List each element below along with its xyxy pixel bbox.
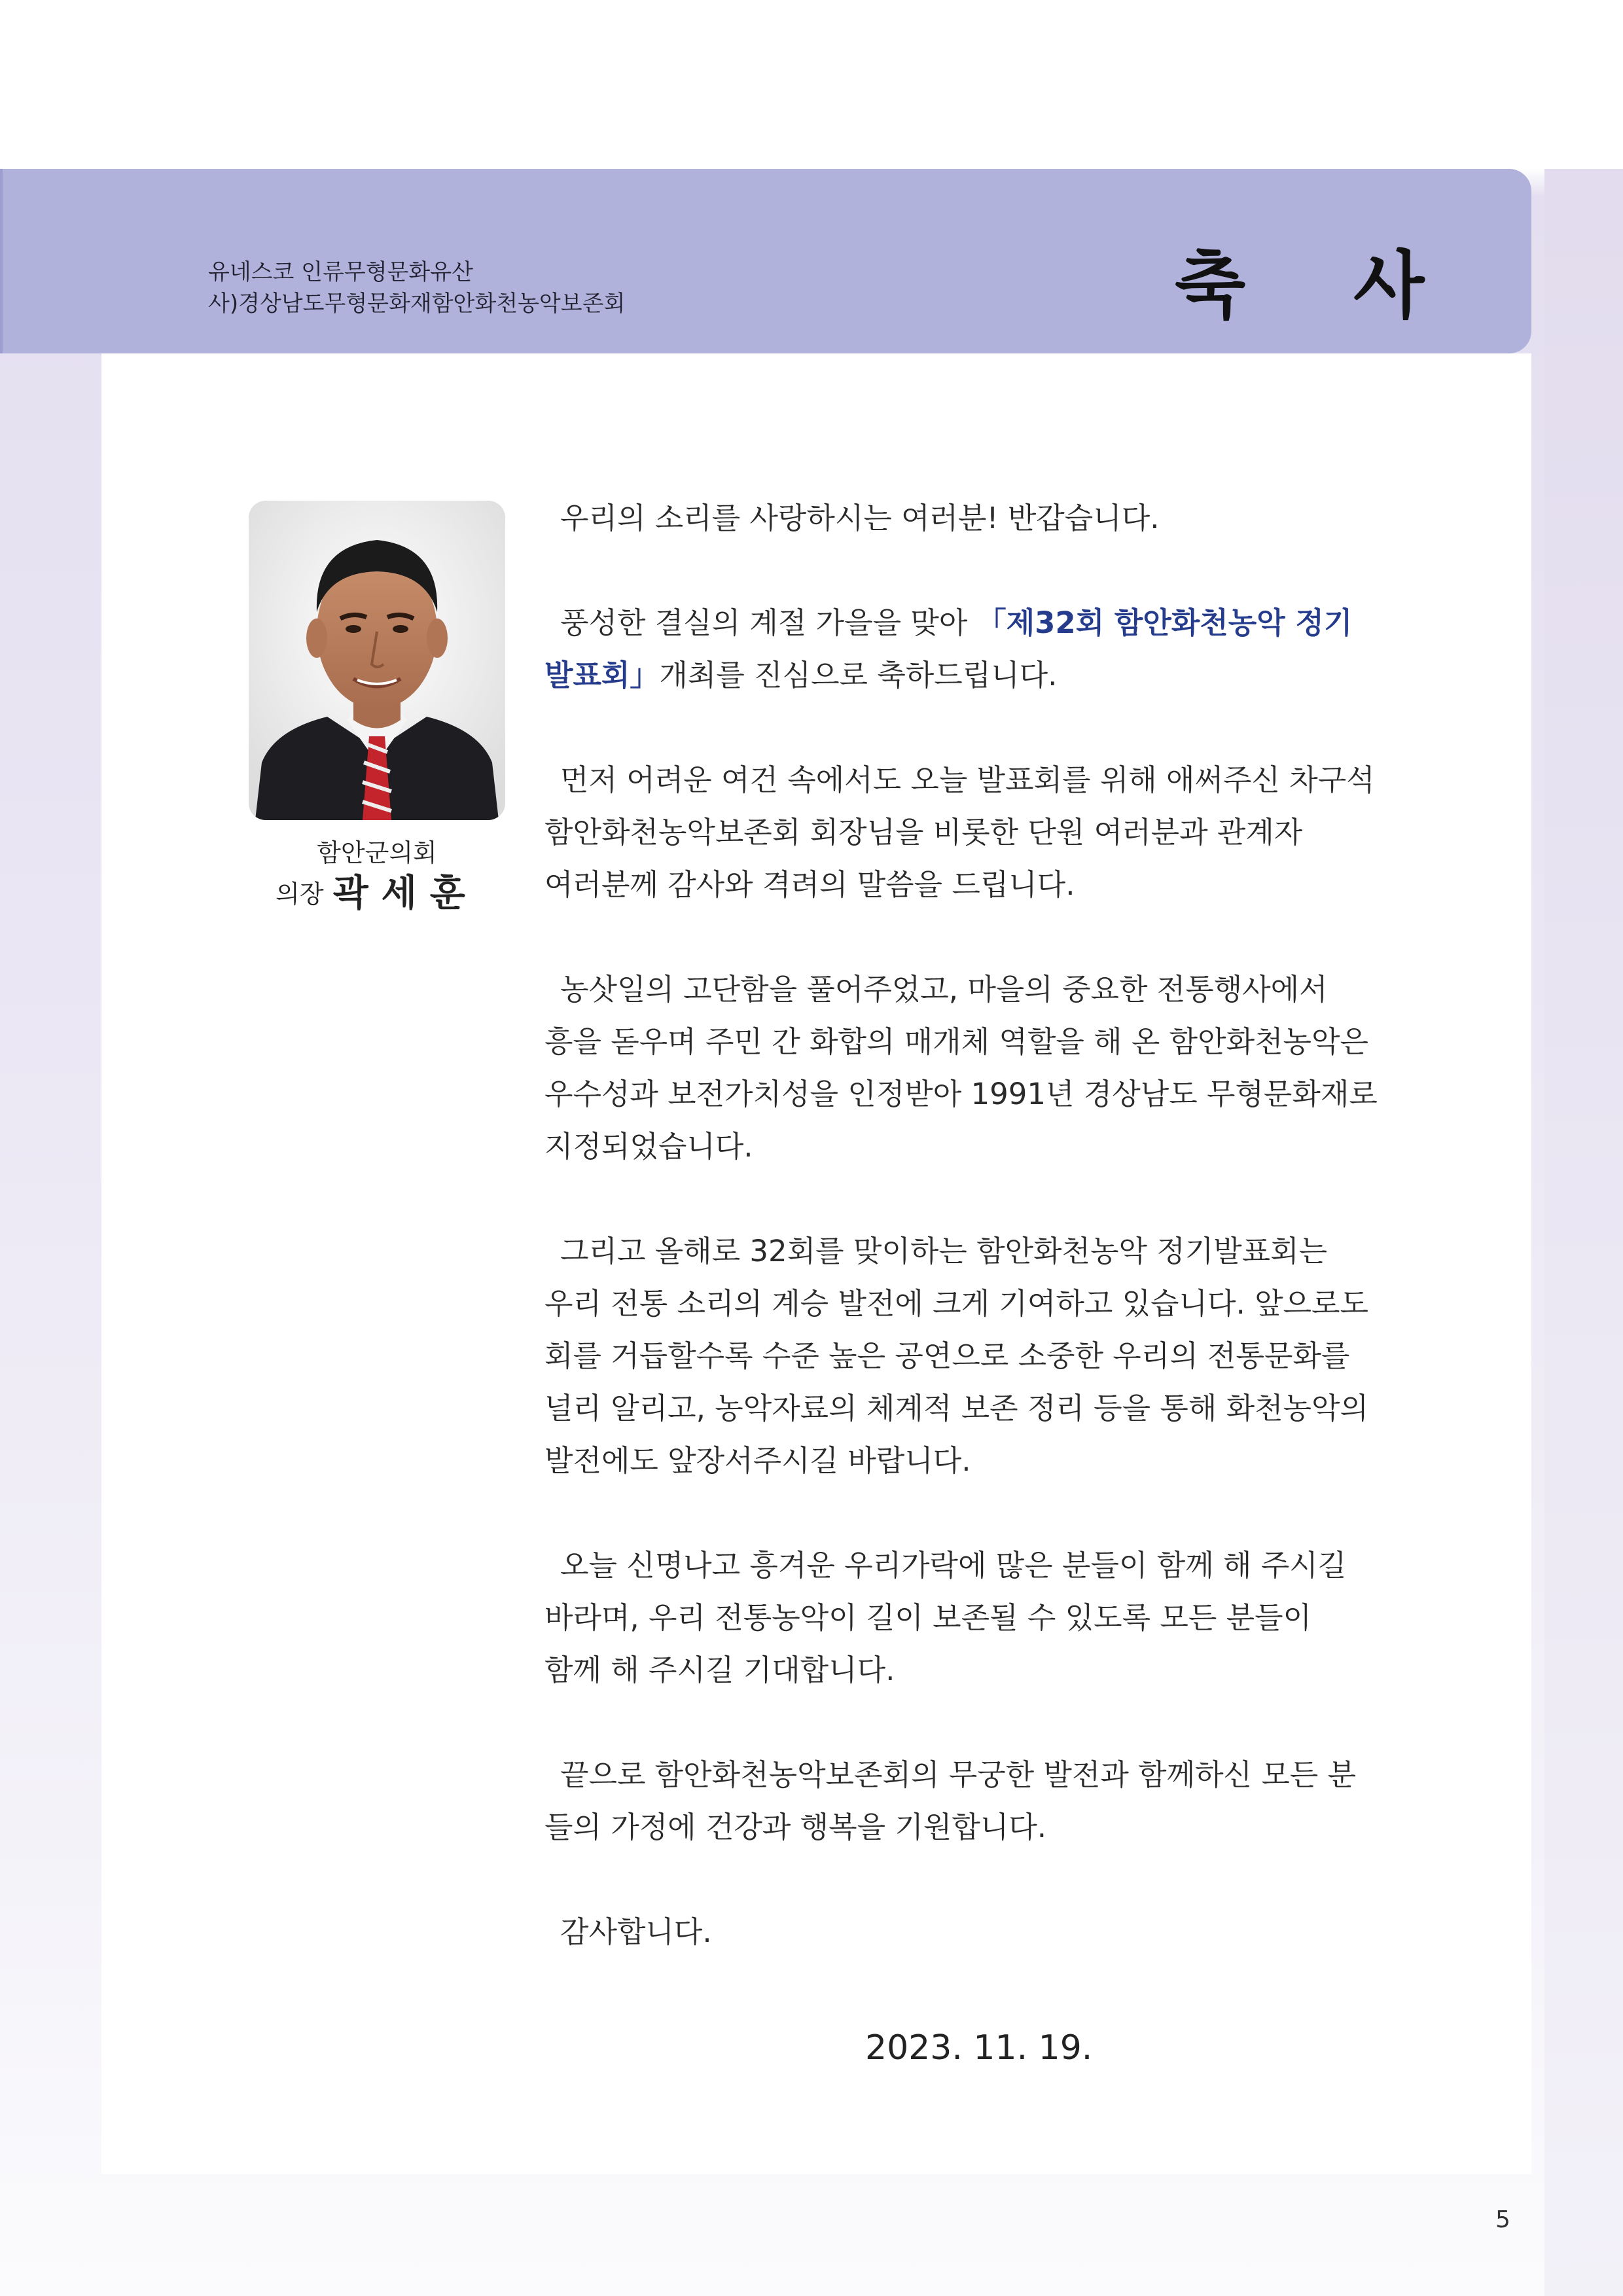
letter-line: 농삿일의 고단함을 풀어주었고, 마을의 중요한 전통행사에서 xyxy=(560,972,1328,1007)
event-title-highlight: 발표회」 xyxy=(544,658,660,692)
letter-paragraph xyxy=(544,597,1382,702)
letter-line xyxy=(544,597,1382,649)
header-organization xyxy=(208,257,625,319)
letter-paragraph xyxy=(544,1906,1382,1958)
letter-line xyxy=(544,649,1382,702)
letter-line: 함안화천농악보존회 회장님을 비롯한 단원 여러분과 관계자 xyxy=(544,815,1303,850)
letter-body xyxy=(544,492,1382,2011)
letter-line: 우리 전통 소리의 계승 발전에 크게 기여하고 있습니다. 앞으로도 xyxy=(544,1286,1368,1321)
letter-text: 풍성한 결실의 계절 가을을 맞아 xyxy=(560,605,977,640)
letter-line: 우리의 소리를 사랑하시는 여러분! 반갑습니다. xyxy=(560,501,1160,535)
letter-line: 회를 거듭할수록 수준 높은 공연으로 소중한 우리의 전통문화를 xyxy=(544,1338,1350,1373)
letter-paragraph xyxy=(544,754,1382,911)
header-org-line2: 사)경상남도무형문화재함안화천농악보존회 xyxy=(208,291,626,317)
event-title-highlight: 「제32회 함안화천농악 정기 xyxy=(976,605,1353,640)
portrait-illustration xyxy=(249,501,505,820)
letter-line: 먼저 어려운 여건 속에서도 오늘 발표회를 위해 애써주신 차구석 xyxy=(560,762,1375,797)
letter-date: 2023. 11. 19. xyxy=(865,2028,1093,2068)
letter-line: 그리고 올해로 32회를 맞이하는 함안화천농악 정기발표회는 xyxy=(560,1234,1328,1268)
letter-line: 우수성과 보전가치성을 인정받아 1991년 경상남도 무형문화재로 xyxy=(544,1077,1378,1111)
page-number: 5 xyxy=(1495,2206,1510,2233)
page-title: 축사 xyxy=(1175,243,1533,329)
profile-name: 곽세훈 xyxy=(332,872,478,915)
page-edge-strip xyxy=(1544,169,1623,2296)
letter-line: 널리 알리고, 농악자료의 체계적 보존 정리 등을 통해 화천농악의 xyxy=(544,1391,1368,1426)
letter-paragraph xyxy=(544,492,1382,545)
letter-paragraph xyxy=(544,1539,1382,1696)
letter-line: 지정되었습니다. xyxy=(544,1129,753,1164)
letter-line: 끝으로 함안화천농악보존회의 무궁한 발전과 함께하신 모든 분 xyxy=(560,1757,1357,1792)
letter-line: 바라며, 우리 전통농악이 길이 보존될 수 있도록 모든 분들이 xyxy=(544,1600,1312,1635)
profile-affiliation: 함안군의회 xyxy=(317,838,437,867)
header-org-line1: 유네스코 인류무형문화유산 xyxy=(208,259,473,285)
letter-text: 개최를 진심으로 축하드립니다. xyxy=(659,658,1058,692)
letter-paragraph xyxy=(544,1749,1382,1854)
letter-closing: 감사합니다. xyxy=(560,1914,712,1949)
letter-line: 함께 해 주시길 기대합니다. xyxy=(544,1653,895,1687)
profile-role: 의장 xyxy=(276,879,324,908)
profile-name-row xyxy=(249,870,505,917)
letter-paragraph xyxy=(544,1225,1382,1487)
letter-paragraph xyxy=(544,963,1382,1173)
letter-line: 오늘 신명나고 흥겨운 우리가락에 많은 분들이 함께 해 주시길 xyxy=(560,1548,1347,1583)
portrait-photo xyxy=(249,501,505,820)
letter-line: 여러분께 감사와 격려의 말씀을 드립니다. xyxy=(544,867,1075,902)
letter-line: 들의 가정에 건강과 행복을 기원합니다. xyxy=(544,1810,1047,1844)
letter-line: 흥을 돋우며 주민 간 화합의 매개체 역할을 해 온 함안화천농악은 xyxy=(544,1024,1368,1059)
letter-line: 발전에도 앞장서주시길 바랍니다. xyxy=(544,1443,971,1478)
